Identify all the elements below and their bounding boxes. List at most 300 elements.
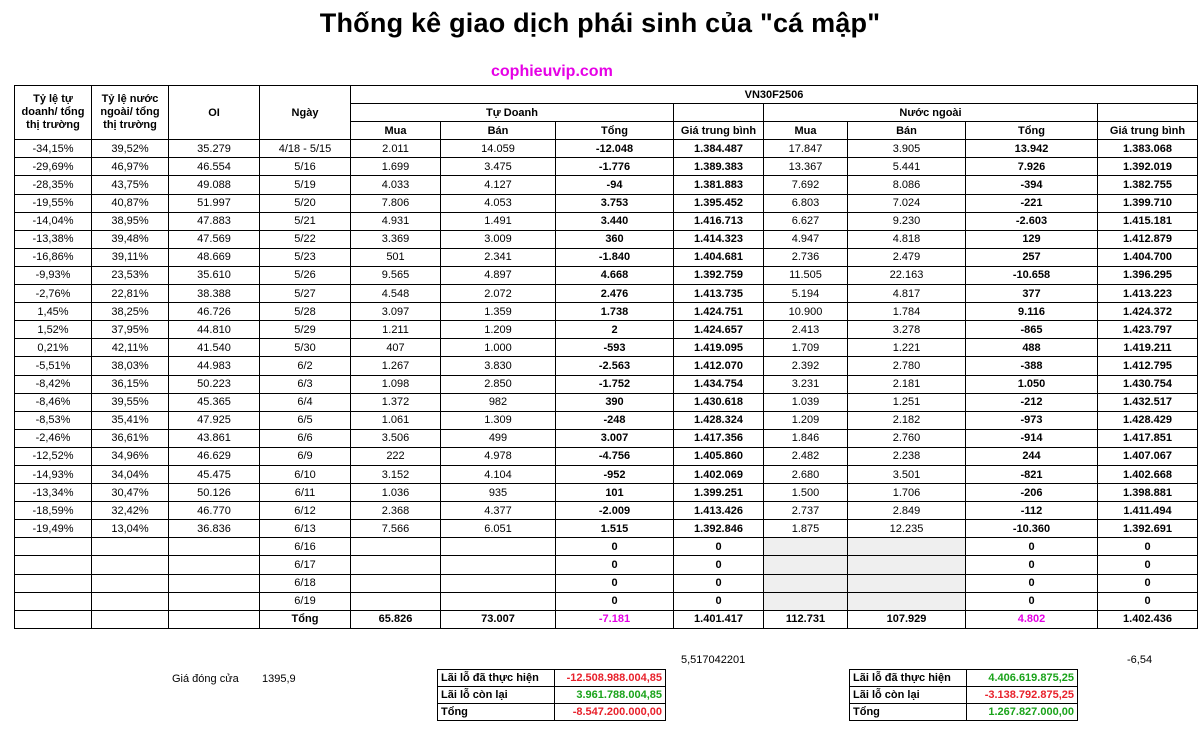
header-nuoc-ngoai: Nước ngoài [764, 104, 1098, 122]
cell-nn-sell [848, 574, 966, 592]
cell-date: 6/13 [260, 520, 351, 538]
cell-td-total: -94 [556, 176, 674, 194]
cell-nn-sell: 4.817 [848, 285, 966, 303]
cell-oi [169, 592, 260, 610]
cell-ratio-td [15, 538, 92, 556]
cell-td-buy [351, 538, 441, 556]
cell-nn-buy: 10.900 [764, 303, 848, 321]
cell-td-total: -1.840 [556, 248, 674, 266]
table-row [15, 592, 1198, 610]
cell-td-avg: 1.399.251 [674, 484, 764, 502]
cell-td-sell [441, 592, 556, 610]
cell-td-total: 101 [556, 484, 674, 502]
cell-td-buy: 3.369 [351, 230, 441, 248]
cell-td-sell [441, 574, 556, 592]
cell-td-avg: 0 [674, 538, 764, 556]
cell-nn-total: -10.360 [966, 520, 1098, 538]
table-row [15, 502, 1198, 520]
cell-nn-buy: 2.413 [764, 321, 848, 339]
cell-date: 6/19 [260, 592, 351, 610]
cell-nn-total: 0 [966, 592, 1098, 610]
cell-nn-sell: 1.221 [848, 339, 966, 357]
cell-td-buy: 1.372 [351, 393, 441, 411]
cell-nn-buy: 3.231 [764, 375, 848, 393]
cell-nn-sell: 2.238 [848, 447, 966, 465]
table-row [15, 176, 1198, 194]
cell-td-total: 2 [556, 321, 674, 339]
cell-nn-total: -973 [966, 411, 1098, 429]
cell-td-buy: 2.011 [351, 140, 441, 158]
cell-nn-buy: 2.736 [764, 248, 848, 266]
cell-td-buy: 3.506 [351, 429, 441, 447]
cell-td-avg: 1.392.846 [674, 520, 764, 538]
cell-nn-buy: 1.846 [764, 429, 848, 447]
cell-td-total: -1.752 [556, 375, 674, 393]
cell-oi: 38.388 [169, 285, 260, 303]
cell-td-avg: 1.405.860 [674, 447, 764, 465]
pl-nn-remaining-label: Lãi lỗ còn lại [850, 687, 967, 704]
cell-nn-avg: 1.415.181 [1098, 212, 1198, 230]
cell-td-sell: 1.209 [441, 321, 556, 339]
cell-td-avg: 0 [674, 556, 764, 574]
close-price-value: 1395,9 [262, 673, 296, 685]
cell-nn-avg: 0 [1098, 574, 1198, 592]
cell-nn-avg: 1.382.755 [1098, 176, 1198, 194]
cell-nn-avg: 1.392.019 [1098, 158, 1198, 176]
cell-nn-total: 7.926 [966, 158, 1098, 176]
cell-td-total: 4.668 [556, 266, 674, 284]
cell-td-avg: 1.413.426 [674, 502, 764, 520]
cell-nn-sell: 1.706 [848, 484, 966, 502]
cell-td-buy: 4.548 [351, 285, 441, 303]
cell-td-buy: 2.368 [351, 502, 441, 520]
pl-nn-realized-label: Lãi lỗ đã thực hiện [850, 670, 967, 687]
cell-nn-sell: 2.479 [848, 248, 966, 266]
cell-td-buy: 222 [351, 447, 441, 465]
cell-nn-total: 13.942 [966, 140, 1098, 158]
cell-date: 5/30 [260, 339, 351, 357]
pl-td-realized-label: Lãi lỗ đã thực hiện [438, 670, 555, 687]
header-ratio-nn: Tỷ lệ nước ngoài/ tổng thị trường [92, 86, 169, 140]
cell-nn-total: 9.116 [966, 303, 1098, 321]
cell-nn-buy: 2.482 [764, 447, 848, 465]
cell-td-total: 360 [556, 230, 674, 248]
cell-date: 6/17 [260, 556, 351, 574]
cell-td-sell: 1.000 [441, 339, 556, 357]
totals-nn-avg: 1.402.436 [1098, 610, 1198, 628]
header-nn-avg: Giá trung bình [1098, 122, 1198, 140]
diff-nn-value: -6,54 [1127, 654, 1153, 666]
cell-ratio-nn: 39,11% [92, 248, 169, 266]
cell-nn-avg: 0 [1098, 556, 1198, 574]
cell-ratio-td: -13,38% [15, 230, 92, 248]
table-row [15, 321, 1198, 339]
cell-nn-buy: 1.039 [764, 393, 848, 411]
cell-td-sell: 935 [441, 484, 556, 502]
cell-td-buy [351, 556, 441, 574]
cell-td-sell [441, 538, 556, 556]
table-row [15, 266, 1198, 284]
cell-td-total: -2.563 [556, 357, 674, 375]
cell-nn-avg: 1.413.223 [1098, 285, 1198, 303]
cell-td-avg: 1.414.323 [674, 230, 764, 248]
cell-oi [169, 574, 260, 592]
table-row [15, 429, 1198, 447]
cell-td-total: 3.440 [556, 212, 674, 230]
cell-ratio-td [15, 592, 92, 610]
cell-td-buy: 501 [351, 248, 441, 266]
cell-td-sell: 499 [441, 429, 556, 447]
cell-oi [169, 556, 260, 574]
cell-td-total: -12.048 [556, 140, 674, 158]
totals-td-sell: 73.007 [441, 610, 556, 628]
cell-ratio-td: -2,46% [15, 429, 92, 447]
cell-ratio-td: -14,04% [15, 212, 92, 230]
cell-td-avg: 1.424.657 [674, 321, 764, 339]
cell-td-avg: 1.389.383 [674, 158, 764, 176]
cell-ratio-td: -2,76% [15, 285, 92, 303]
pl-td-total-label: Tổng [438, 704, 555, 721]
cell-td-avg: 1.413.735 [674, 285, 764, 303]
cell-oi: 41.540 [169, 339, 260, 357]
cell-oi: 47.883 [169, 212, 260, 230]
cell-nn-total: 1.050 [966, 375, 1098, 393]
cell-oi: 50.126 [169, 484, 260, 502]
cell-ratio-td: 1,52% [15, 321, 92, 339]
cell-oi: 51.997 [169, 194, 260, 212]
cell-date: 5/26 [260, 266, 351, 284]
cell-ratio-td: 0,21% [15, 339, 92, 357]
cell-oi: 46.554 [169, 158, 260, 176]
cell-td-sell: 4.104 [441, 465, 556, 483]
cell-ratio-nn [92, 592, 169, 610]
cell-td-sell: 4.377 [441, 502, 556, 520]
cell-td-avg: 1.392.759 [674, 266, 764, 284]
cell-nn-buy: 1.209 [764, 411, 848, 429]
pl-nn-remaining-value: -3.138.792.875,25 [967, 687, 1078, 704]
cell-td-sell: 4.978 [441, 447, 556, 465]
cell-td-total: -2.009 [556, 502, 674, 520]
pl-td-remaining-label: Lãi lỗ còn lại [438, 687, 555, 704]
cell-oi: 50.223 [169, 375, 260, 393]
cell-date: 6/5 [260, 411, 351, 429]
header-td-avg: Giá trung bình [674, 122, 764, 140]
cell-td-avg: 1.424.751 [674, 303, 764, 321]
cell-date: 6/9 [260, 447, 351, 465]
page-title: Thống kê giao dịch phái sinh của "cá mập" [319, 8, 881, 38]
cell-nn-sell: 1.251 [848, 393, 966, 411]
cell-ratio-td: -12,52% [15, 447, 92, 465]
cell-td-total: 0 [556, 574, 674, 592]
pl-nn-realized-value: 4.406.619.875,25 [967, 670, 1078, 687]
totals-label: Tổng [260, 610, 351, 628]
cell-ratio-nn [92, 538, 169, 556]
table-row [15, 194, 1198, 212]
cell-ratio-nn: 32,42% [92, 502, 169, 520]
cell-oi: 35.610 [169, 266, 260, 284]
cell-td-avg: 1.434.754 [674, 375, 764, 393]
cell-oi: 44.983 [169, 357, 260, 375]
cell-oi: 44.810 [169, 321, 260, 339]
cell-nn-avg: 1.392.691 [1098, 520, 1198, 538]
cell-nn-avg: 0 [1098, 538, 1198, 556]
pl-td-remaining-value: 3.961.788.004,85 [555, 687, 666, 704]
cell-nn-buy: 2.392 [764, 357, 848, 375]
cell-nn-total: -865 [966, 321, 1098, 339]
header-spacer [1098, 104, 1198, 122]
cell-nn-total: 0 [966, 556, 1098, 574]
cell-ratio-td: -14,93% [15, 465, 92, 483]
cell-td-sell: 1.309 [441, 411, 556, 429]
cell-td-avg: 1.381.883 [674, 176, 764, 194]
cell-td-buy: 4.033 [351, 176, 441, 194]
cell-nn-total: 244 [966, 447, 1098, 465]
cell-td-total: -952 [556, 465, 674, 483]
cell-ratio-td: -8,46% [15, 393, 92, 411]
cell-nn-avg: 1.417.851 [1098, 429, 1198, 447]
diff-td-value: 5,517042201 [681, 654, 746, 666]
header-contract: VN30F2506 [351, 86, 1198, 104]
cell-nn-total: -388 [966, 357, 1098, 375]
cell-td-buy: 1.267 [351, 357, 441, 375]
cell-nn-buy: 1.500 [764, 484, 848, 502]
cell-date: 6/12 [260, 502, 351, 520]
cell-nn-sell: 4.818 [848, 230, 966, 248]
table-row [15, 375, 1198, 393]
cell-nn-sell: 1.784 [848, 303, 966, 321]
cell-td-total: 2.476 [556, 285, 674, 303]
cell-td-buy: 407 [351, 339, 441, 357]
cell-td-sell: 1.491 [441, 212, 556, 230]
table-body [15, 140, 1198, 610]
header-tu-doanh: Tự Doanh [351, 104, 674, 122]
cell-ratio-nn [92, 574, 169, 592]
cell-ratio-nn [92, 556, 169, 574]
cell-nn-total: -221 [966, 194, 1098, 212]
cell-ratio-td [15, 574, 92, 592]
cell-nn-buy: 11.505 [764, 266, 848, 284]
cell-ratio-td: -16,86% [15, 248, 92, 266]
cell-td-buy: 1.098 [351, 375, 441, 393]
cell-td-buy: 3.152 [351, 465, 441, 483]
cell-ratio-nn: 39,52% [92, 140, 169, 158]
table-row [15, 556, 1198, 574]
cell-date: 4/18 - 5/15 [260, 140, 351, 158]
cell-nn-total: 377 [966, 285, 1098, 303]
table-row [15, 230, 1198, 248]
cell-date: 5/19 [260, 176, 351, 194]
cell-td-buy [351, 574, 441, 592]
cell-nn-buy [764, 556, 848, 574]
cell-ratio-nn: 46,97% [92, 158, 169, 176]
cell-td-buy: 1.699 [351, 158, 441, 176]
cell-td-buy: 1.061 [351, 411, 441, 429]
cell-date: 5/23 [260, 248, 351, 266]
table-row [15, 212, 1198, 230]
cell-td-sell: 6.051 [441, 520, 556, 538]
cell-td-total: 1.738 [556, 303, 674, 321]
cell-nn-total: -212 [966, 393, 1098, 411]
header-nn-buy: Mua [764, 122, 848, 140]
cell-nn-avg: 1.412.879 [1098, 230, 1198, 248]
cell-ratio-nn: 38,03% [92, 357, 169, 375]
cell-nn-total: -206 [966, 484, 1098, 502]
cell-nn-sell: 2.760 [848, 429, 966, 447]
cell-oi: 36.836 [169, 520, 260, 538]
cell-nn-buy: 1.875 [764, 520, 848, 538]
header-date: Ngày [260, 86, 351, 140]
cell-nn-total: 0 [966, 538, 1098, 556]
cell-ratio-nn: 30,47% [92, 484, 169, 502]
cell-nn-sell: 8.086 [848, 176, 966, 194]
cell-ratio-td: 1,45% [15, 303, 92, 321]
site-watermark[interactable]: cophieuvip.com [491, 63, 613, 80]
cell-nn-sell: 7.024 [848, 194, 966, 212]
cell-td-avg: 1.395.452 [674, 194, 764, 212]
cell-ratio-nn: 22,81% [92, 285, 169, 303]
cell-oi: 35.279 [169, 140, 260, 158]
cell-nn-buy [764, 592, 848, 610]
cell-nn-total: -112 [966, 502, 1098, 520]
totals-nn-sell: 107.929 [848, 610, 966, 628]
cell-ratio-nn: 37,95% [92, 321, 169, 339]
header-nn-total: Tổng [966, 122, 1098, 140]
cell-nn-total: -394 [966, 176, 1098, 194]
cell-td-sell: 2.850 [441, 375, 556, 393]
table-row [15, 574, 1198, 592]
cell-date: 6/10 [260, 465, 351, 483]
cell-ratio-nn: 36,61% [92, 429, 169, 447]
cell-nn-sell: 3.278 [848, 321, 966, 339]
table-row [15, 484, 1198, 502]
cell-nn-buy [764, 538, 848, 556]
table-row [15, 303, 1198, 321]
header-td-sell: Bán [441, 122, 556, 140]
cell-nn-avg: 1.412.795 [1098, 357, 1198, 375]
cell-nn-buy: 17.847 [764, 140, 848, 158]
cell-td-avg: 0 [674, 574, 764, 592]
cell-date: 6/11 [260, 484, 351, 502]
cell-ratio-td: -8,42% [15, 375, 92, 393]
cell-td-sell [441, 556, 556, 574]
cell-date: 6/3 [260, 375, 351, 393]
cell-ratio-td [15, 556, 92, 574]
cell-nn-total: 257 [966, 248, 1098, 266]
cell-ratio-nn: 23,53% [92, 266, 169, 284]
cell-nn-sell: 12.235 [848, 520, 966, 538]
table-row [15, 465, 1198, 483]
cell-ratio-nn: 43,75% [92, 176, 169, 194]
cell-td-buy: 1.036 [351, 484, 441, 502]
cell-td-avg: 1.384.487 [674, 140, 764, 158]
cell-nn-avg: 1.399.710 [1098, 194, 1198, 212]
cell-nn-avg: 1.432.517 [1098, 393, 1198, 411]
totals-td-buy: 65.826 [351, 610, 441, 628]
table-row [15, 520, 1198, 538]
totals-nn-total: 4.802 [966, 610, 1098, 628]
cell-ratio-td: -34,15% [15, 140, 92, 158]
cell-nn-sell: 2.181 [848, 375, 966, 393]
cell-td-sell: 4.897 [441, 266, 556, 284]
cell-ratio-td: -19,49% [15, 520, 92, 538]
cell-ratio-td: -29,69% [15, 158, 92, 176]
cell-td-sell: 3.009 [441, 230, 556, 248]
derivatives-table [14, 85, 1198, 629]
cell-nn-buy: 13.367 [764, 158, 848, 176]
cell-oi: 46.770 [169, 502, 260, 520]
cell-td-total: 390 [556, 393, 674, 411]
cell-td-buy: 7.806 [351, 194, 441, 212]
cell-nn-total: 129 [966, 230, 1098, 248]
table-row [15, 538, 1198, 556]
cell-ratio-nn: 42,11% [92, 339, 169, 357]
cell-ratio-nn: 39,48% [92, 230, 169, 248]
cell-nn-sell: 2.182 [848, 411, 966, 429]
cell-nn-total: -914 [966, 429, 1098, 447]
table-row [15, 393, 1198, 411]
cell-td-sell: 982 [441, 393, 556, 411]
cell-td-avg: 1.412.070 [674, 357, 764, 375]
cell-td-avg: 1.430.618 [674, 393, 764, 411]
cell-ratio-nn: 38,95% [92, 212, 169, 230]
cell-td-total: 1.515 [556, 520, 674, 538]
cell-nn-buy: 2.680 [764, 465, 848, 483]
cell-ratio-nn: 13,04% [92, 520, 169, 538]
cell-nn-sell: 9.230 [848, 212, 966, 230]
cell-nn-avg: 1.398.881 [1098, 484, 1198, 502]
cell-nn-sell: 2.849 [848, 502, 966, 520]
cell-oi: 46.629 [169, 447, 260, 465]
cell-td-total: -248 [556, 411, 674, 429]
pl-nn-total-value: 1.267.827.000,00 [967, 704, 1078, 721]
cell-oi [169, 538, 260, 556]
header-nn-sell: Bán [848, 122, 966, 140]
cell-nn-avg: 1.407.067 [1098, 447, 1198, 465]
cell-nn-avg: 1.423.797 [1098, 321, 1198, 339]
cell-td-total: -1.776 [556, 158, 674, 176]
totals-td-total: -7.181 [556, 610, 674, 628]
cell-ratio-nn: 38,25% [92, 303, 169, 321]
cell-date: 5/20 [260, 194, 351, 212]
pl-table-nuoc-ngoai [849, 669, 1078, 721]
cell-date: 5/27 [260, 285, 351, 303]
pl-td-realized-value: -12.508.988.004,85 [555, 670, 666, 687]
cell-ratio-nn: 35,41% [92, 411, 169, 429]
cell-ratio-td: -8,53% [15, 411, 92, 429]
cell-td-total: 3.753 [556, 194, 674, 212]
cell-oi: 47.925 [169, 411, 260, 429]
cell-nn-sell [848, 538, 966, 556]
cell-nn-avg: 1.402.668 [1098, 465, 1198, 483]
cell-date: 5/21 [260, 212, 351, 230]
cell-td-sell: 2.072 [441, 285, 556, 303]
cell-td-sell: 4.053 [441, 194, 556, 212]
cell-oi: 47.569 [169, 230, 260, 248]
cell-ratio-nn: 34,96% [92, 447, 169, 465]
totals-empty [169, 610, 260, 628]
table-row [15, 140, 1198, 158]
cell-date: 5/16 [260, 158, 351, 176]
cell-nn-buy: 6.803 [764, 194, 848, 212]
table-row [15, 339, 1198, 357]
cell-td-total: -593 [556, 339, 674, 357]
cell-nn-total: 0 [966, 574, 1098, 592]
cell-date: 6/6 [260, 429, 351, 447]
header-td-buy: Mua [351, 122, 441, 140]
cell-nn-total: -2.603 [966, 212, 1098, 230]
cell-td-buy: 7.566 [351, 520, 441, 538]
cell-oi: 49.088 [169, 176, 260, 194]
